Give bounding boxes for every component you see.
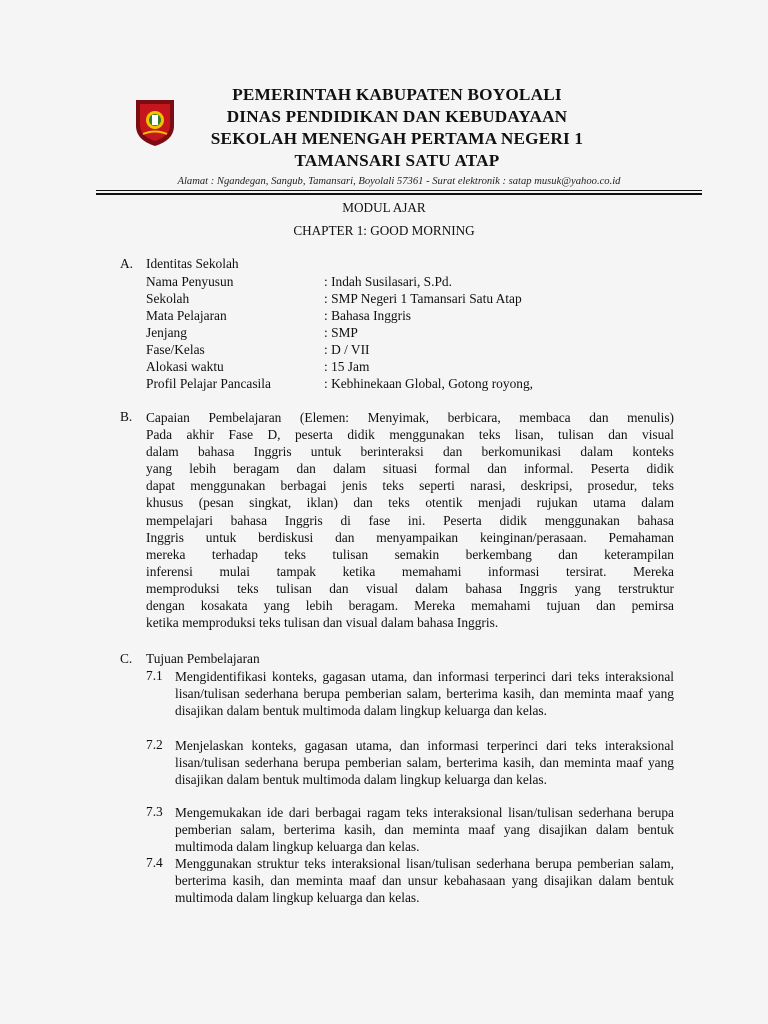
module-title: MODUL AJAR — [342, 200, 426, 215]
paragraph-line: mereka terhadap teks tulisan semakin berkembang dan keterampilan — [146, 546, 674, 562]
section-a-label: A. — [120, 256, 134, 271]
identity-key: Mata Pelajaran — [146, 308, 227, 323]
section-a-title: Identitas Sekolah — [146, 256, 239, 271]
paragraph-line: dapat menggunakan berbagai jenis teks seperti narasi, deskripsi, prosedur, teks — [146, 478, 674, 494]
identity-value: : Kebhinekaan Global, Gotong royong, — [324, 376, 533, 391]
school-name-line2: TAMANSARI SATU ATAP — [294, 151, 500, 170]
identity-value: : SMP Negeri 1 Tamansari Satu Atap — [324, 291, 522, 306]
government-name: PEMERINTAH KABUPATEN BOYOLALI — [232, 85, 562, 104]
letterhead-title — [160, 84, 634, 172]
identity-value: : 15 Jam — [324, 359, 370, 374]
identity-value: : Indah Susilasari, S.Pd. — [324, 274, 452, 289]
section-c-title: Tujuan Pembelajaran — [146, 651, 260, 666]
objective-text: Menggunakan struktur teks interaksional lisan/tulisan sederhana berupa pemberian salam, berterima kasih, dan meminta maaf dan unsur kebahasaan yang disajikan dalam bentuk multimoda dalam lingkup keluarga dan kelas. — [175, 856, 674, 906]
objective-number: 7.4 — [146, 855, 163, 870]
objective-number: 7.3 — [146, 804, 163, 819]
paragraph-line: memproduksi teks tulisan dan visual dalam bahasa Inggris yang terstruktur — [146, 580, 674, 596]
identity-key: Sekolah — [146, 291, 190, 306]
objective-text: Mengidentifikasi konteks, gagasan utama, dan informasi terperinci dari teks interaksional lisan/tulisan sederhana berupa pemberian salam, berterima kasih, dan meminta maaf yang disajikan dalam bentuk multimoda dalam lingkup keluarga dan kelas. — [175, 669, 674, 719]
letterhead-rule-thin — [96, 190, 702, 191]
school-name-line1: SEKOLAH MENENGAH PERTAMA NEGERI 1 — [210, 129, 584, 148]
objective-text: Menjelaskan konteks, gagasan utama, dan informasi terperinci dari teks interaksional lisan/tulisan sederhana berupa pemberian salam, berterima kasih, dan meminta maaf yang disajikan dalam bentuk multimoda dalam lingkup keluarga dan kelas. — [175, 738, 674, 788]
capaian-paragraph — [146, 409, 674, 631]
chapter-title: CHAPTER 1: GOOD MORNING — [293, 223, 475, 238]
school-address: Alamat : Ngandegan, Sangub, Tamansari, Boyolali 57361 - Surat elektronik : satap musuk@yahoo.co.id — [177, 176, 621, 187]
letterhead-rule-thick — [96, 193, 702, 195]
paragraph-line: mempelajari bahasa Inggris di fase ini. Peserta didik menggunakan bahasa — [146, 512, 674, 528]
paragraph-line: dengan kosakata yang lebih beragam. Mereka memahami tujuan dan pemirsa — [146, 598, 674, 614]
objective-number: 7.1 — [146, 668, 163, 683]
identity-key: Jenjang — [146, 325, 187, 340]
paragraph-line: Inggris untuk berdiskusi dan menyampaikan keinginan/perasaan. Pemahaman — [146, 529, 674, 545]
identity-key: Profil Pelajar Pancasila — [146, 376, 271, 391]
paragraph-line: Capaian Pembelajaran (Elemen: Menyimak, berbicara, membaca dan menulis) — [146, 410, 674, 425]
letterhead — [0, 84, 768, 194]
paragraph-line: Pada akhir Fase D, peserta didik menggunakan teks lisan, tulisan dan visual — [146, 427, 674, 443]
section-b-label: B. — [120, 409, 133, 424]
identity-key: Nama Penyusun — [146, 274, 234, 289]
identity-key: Alokasi waktu — [146, 359, 224, 374]
department-name: DINAS PENDIDIKAN DAN KEBUDAYAAN — [226, 107, 568, 126]
identity-value: : SMP — [324, 325, 358, 340]
objective-text: Mengemukakan ide dari berbagai ragam teks interaksional lisan/tulisan sederhana berupa pemberian salam, berterima kasih, dan meminta maaf yang disajikan dalam bentuk multimoda dalam lingkup keluarga dan kelas. — [175, 805, 674, 855]
paragraph-line: yang lebih beragam dan dalam situasi formal dan informal. Peserta didik — [146, 461, 674, 477]
identity-value: : D / VII — [324, 342, 370, 357]
paragraph-line: ketika memproduksi teks tulisan dan visual dalam bahasa Inggris. — [146, 615, 499, 631]
identity-value: : Bahasa Inggris — [324, 308, 412, 323]
section-c-label: C. — [120, 651, 133, 666]
paragraph-line: dalam bahasa Inggris untuk berinteraksi dan berkomunikasi dalam konteks — [146, 444, 674, 460]
paragraph-line: khusus (pesan singkat, iklan) dan teks otentik menjadi rujukan utama dalam — [146, 495, 674, 511]
identity-key: Fase/Kelas — [146, 342, 205, 357]
paragraph-line: inferensi mulai tampak ketika memahami informasi tersirat. Mereka — [146, 563, 674, 579]
objective-number: 7.2 — [146, 737, 163, 752]
